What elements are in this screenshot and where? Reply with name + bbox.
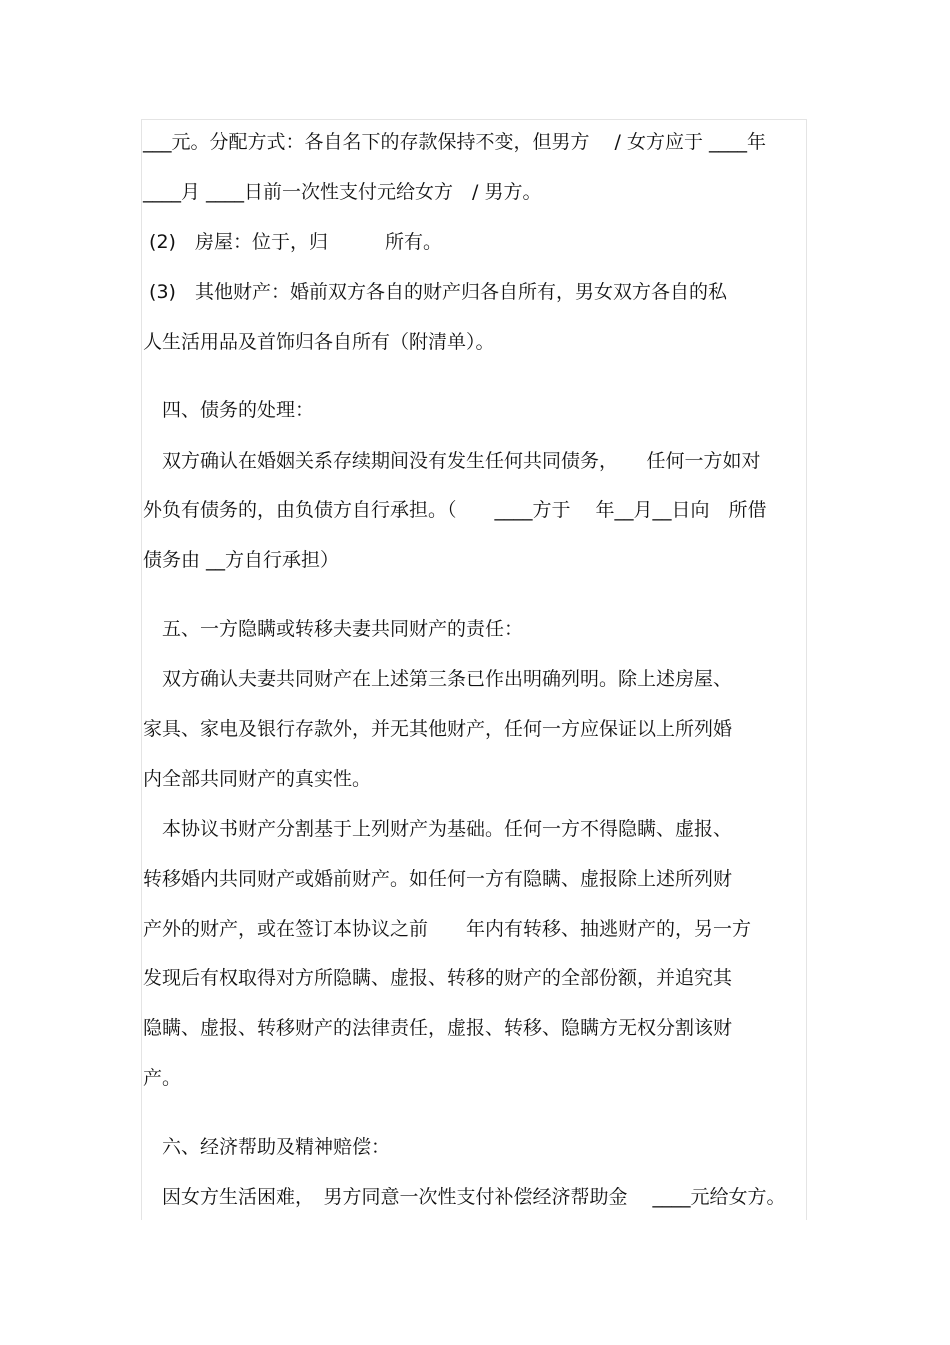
text-line-concealment-7: 发现后有权取得对方所隐瞒、虚报、转移的财产的全部份额，并追究其 [143,967,733,989]
text-line-concealment-3: 内全部共同财产的真实性。 [143,768,372,790]
text-line-other-property: (3) 其他财产：婚前双方各自的财产归各自所有，男女双方各自的私 [143,281,727,303]
text-line-personal-items: 人生活用品及首饰归各自所有（附清单）。 [143,331,495,353]
text-line-concealment-1: 双方确认夫妻共同财产在上述第三条已作出明确列明。除上述房屋、 [143,668,733,690]
text-line-compensation-1: 因女方生活困难， 男方同意一次性支付补偿经济帮助金 ____元给女方。 [143,1186,786,1208]
text-line-debts-1: 双方确认在婚姻关系存续期间没有发生任何共同债务， 任何一方如对 [143,450,761,472]
text-line-concealment-5: 转移婚内共同财产或婚前财产。如任何一方有隐瞒、虚报除上述所列财 [143,868,733,890]
text-line-concealment-4: 本协议书财产分割基于上列财产为基础。任何一方不得隐瞒、虚报、 [143,818,733,840]
text-line-concealment-8: 隐瞒、虚报、转移财产的法律责任，虚报、转移、隐瞒方无权分割该财 [143,1017,733,1039]
section-heading-concealment: 五、一方隐瞒或转移夫妻共同财产的责任： [143,618,524,640]
text-line-concealment-2: 家具、家电及银行存款外，并无其他财产，任何一方应保证以上所列婚 [143,718,733,740]
section-heading-debts: 四、债务的处理： [143,399,315,421]
section-heading-compensation: 六、经济帮助及精神赔偿： [143,1136,391,1158]
text-line-concealment-6: 产外的财产，或在签订本协议之前 年内有转移、抽逃财产的，另一方 [143,918,752,940]
text-line-concealment-9: 产。 [143,1067,182,1089]
text-line-debts-3: 债务由 __方自行承担） [143,549,340,571]
text-line-debts-2: 外负有债务的，由负债方自行承担。（ ____方于 年__月__日向 所借 [143,499,767,521]
text-line-house: (2) 房屋：位于，归 所有。 [143,231,442,253]
text-line-payment-date: ____月 ____日前一次性支付元给女方 / 男方。 [143,181,542,203]
text-line-deposit-division: ___元。分配方式：各自名下的存款保持不变，但男方 / 女方应于 ____年 [143,131,767,153]
